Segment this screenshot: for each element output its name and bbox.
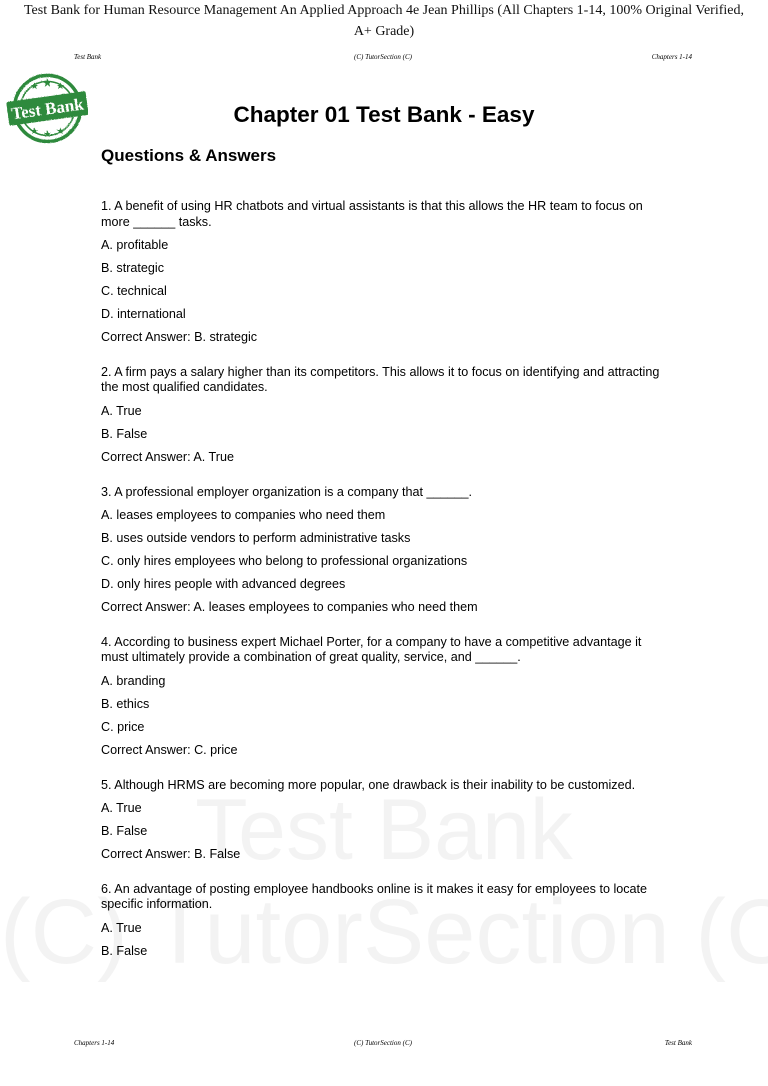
answer-option: A. True <box>101 920 142 935</box>
answer-option: A. leases employees to companies who need them <box>101 508 386 523</box>
answer-option: D. only hires people with advanced degrees <box>101 577 346 592</box>
footer-left: Chapters 1-14 <box>74 1039 115 1047</box>
running-footer <box>74 1039 692 1051</box>
correct-answer: Correct Answer: B. strategic <box>101 330 258 345</box>
question-text: 1. A benefit of using HR chatbots and virtual assistants is that this allows the HR team to focus on more ______ tasks. <box>101 199 643 229</box>
logo-text: Test Bank <box>9 94 85 123</box>
header-left: Test Bank <box>74 53 102 61</box>
header-center: (C) TutorSection (C) <box>354 53 412 61</box>
answer-option: C. price <box>101 720 145 735</box>
answer-option: C. technical <box>101 284 167 299</box>
question-text: 2. A firm pays a salary higher than its competitors. This allows it to focus on identifying and attracting the most qualified candidates. <box>101 364 660 395</box>
answer-option: B. False <box>101 824 148 839</box>
answer-option: B. uses outside vendors to perform administrative tasks <box>101 531 411 546</box>
document-title: Test Bank for Human Resource Management An Applied Approach 4e Jean Phillips (All Chapters 1-14, 100% Original Verified, A+ Grade) <box>23 3 744 39</box>
running-header <box>74 53 692 65</box>
answer-option: B. False <box>101 426 148 441</box>
answer-option: A. True <box>101 801 142 816</box>
correct-answer: Correct Answer: A. leases employees to companies who need them <box>101 600 478 615</box>
correct-answer: Correct Answer: C. price <box>101 743 238 758</box>
answer-option: A. True <box>101 403 142 418</box>
answer-option: B. strategic <box>101 261 164 276</box>
correct-answer: Correct Answer: B. False <box>101 847 241 862</box>
question-text: 3. A professional employer organization is a company that ______. <box>101 484 473 499</box>
questions-list <box>101 199 671 967</box>
footer-center: (C) TutorSection (C) <box>354 1039 412 1047</box>
answer-option: D. international <box>101 307 186 322</box>
correct-answer: Correct Answer: A. True <box>101 450 234 465</box>
footer-right: Test Bank <box>664 1039 692 1047</box>
question-text: 5. Although HRMS are becoming more popular, one drawback is their inability to be customized. <box>101 777 636 792</box>
answer-option: C. only hires employees who belong to professional organizations <box>101 554 468 569</box>
section-title: Questions & Answers <box>101 146 277 165</box>
chapter-title: Chapter 01 Test Bank - Easy <box>233 102 535 127</box>
answer-option: B. ethics <box>101 697 150 712</box>
answer-option: A. profitable <box>101 238 169 252</box>
question-text: 4. According to business expert Michael Porter, for a company to have a competitive advantage it must ultimately provide a combination of great quality, service, and ______. <box>101 634 642 665</box>
answer-option: A. branding <box>101 673 166 688</box>
answer-option: B. False <box>101 944 148 958</box>
header-right: Chapters 1-14 <box>651 53 692 61</box>
question-text: 6. An advantage of posting employee handbooks online is it makes it easy for employees to locate specific information. <box>101 881 648 912</box>
